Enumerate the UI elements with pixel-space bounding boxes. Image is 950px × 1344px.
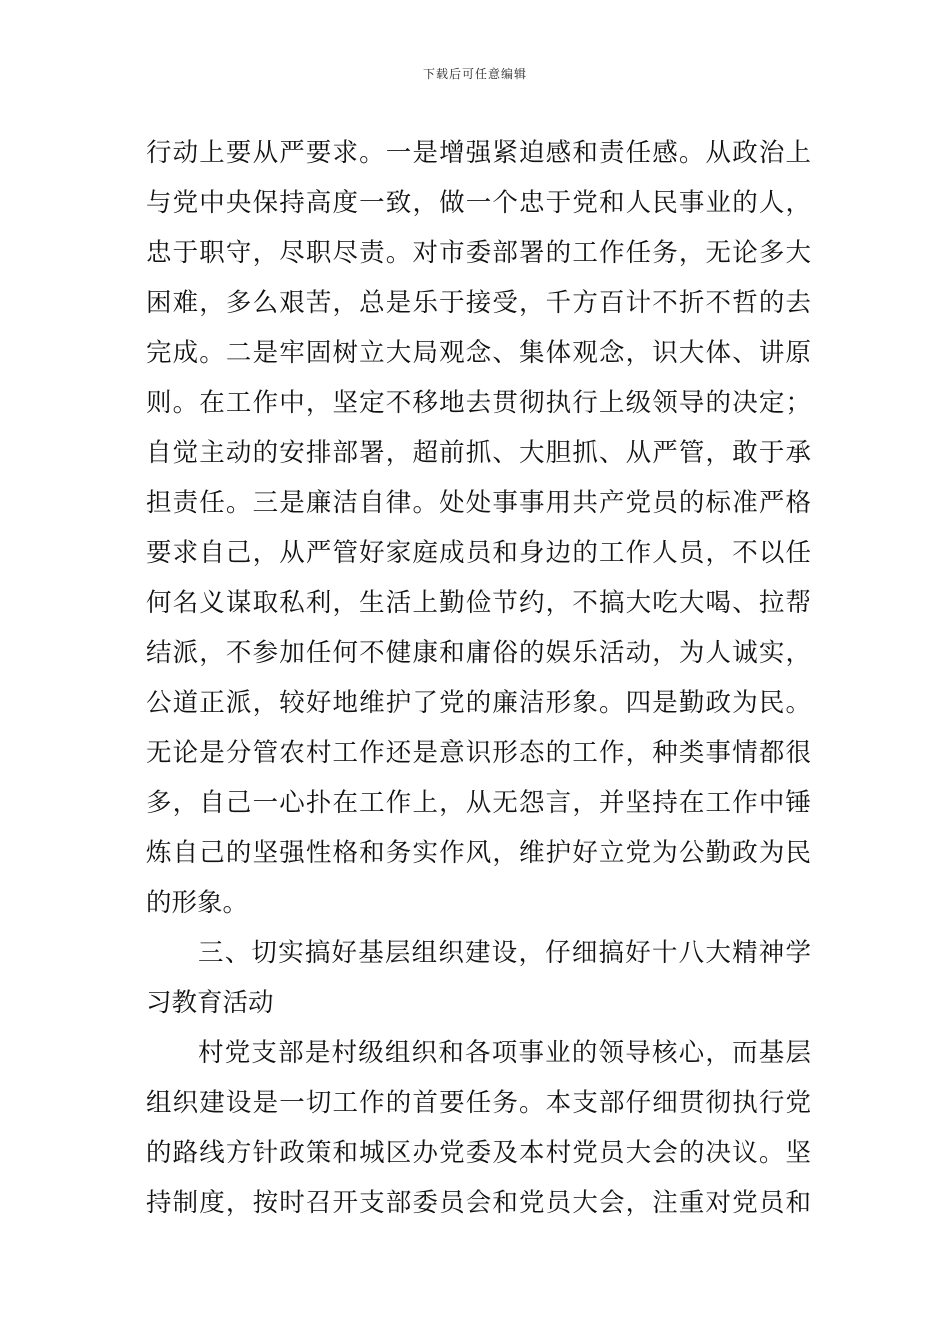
page-header: 下载后可任意编辑 (422, 67, 527, 81)
text-line: 多，自己一心扑在工作上，从无怨言，并坚持在工作中锤 (146, 788, 811, 818)
text-line: 的形象。 (146, 888, 249, 918)
text-line: 何名义谋取私利，生活上勤俭节约，不搞大吃大喝、拉帮 (146, 588, 811, 618)
text-line: 结派，不参加任何不健康和庸俗的娱乐活动，为人诚实， (146, 638, 811, 668)
text-line: 村党支部是村级组织和各项事业的领导核心，而基层 (198, 1038, 811, 1068)
text-line: 无论是分管农村工作还是意识形态的工作，种类事情都很 (146, 738, 811, 768)
text-line: 行动上要从严要求。一是增强紧迫感和责任感。从政治上 (146, 138, 811, 168)
document-body (146, 128, 811, 1228)
text-line: 持制度，按时召开支部委员会和党员大会，注重对党员和 (146, 1188, 811, 1218)
text-line: 完成。二是牢固树立大局观念、集体观念，识大体、讲原 (146, 338, 811, 368)
text-line: 的路线方针政策和城区办党委及本村党员大会的决议。坚 (146, 1138, 811, 1168)
text-line: 炼自己的坚强性格和务实作风，维护好立党为公勤政为民 (146, 838, 811, 868)
text-line: 担责任。三是廉洁自律。处处事事用共产党员的标准严格 (146, 488, 811, 518)
section-heading-line: 三、切实搞好基层组织建设，仔细搞好十八大精神学 (198, 938, 811, 968)
section-heading-line: 习教育活动 (146, 988, 274, 1018)
text-line: 组织建设是一切工作的首要任务。本支部仔细贯彻执行党 (146, 1088, 811, 1118)
text-line: 公道正派，较好地维护了党的廉洁形象。四是勤政为民。 (146, 688, 811, 718)
text-line: 困难，多么艰苦，总是乐于接受，千方百计不折不哲的去 (146, 288, 811, 318)
text-line: 要求自己，从严管好家庭成员和身边的工作人员，不以任 (146, 538, 811, 568)
text-line: 与党中央保持高度一致，做一个忠于党和人民事业的人， (146, 188, 811, 218)
text-line: 则。在工作中，坚定不移地去贯彻执行上级领导的决定； (146, 388, 811, 418)
text-line: 忠于职守，尽职尽责。对市委部署的工作任务，无论多大 (146, 238, 811, 268)
text-line: 自觉主动的安排部署，超前抓、大胆抓、从严管，敢于承 (146, 438, 811, 468)
